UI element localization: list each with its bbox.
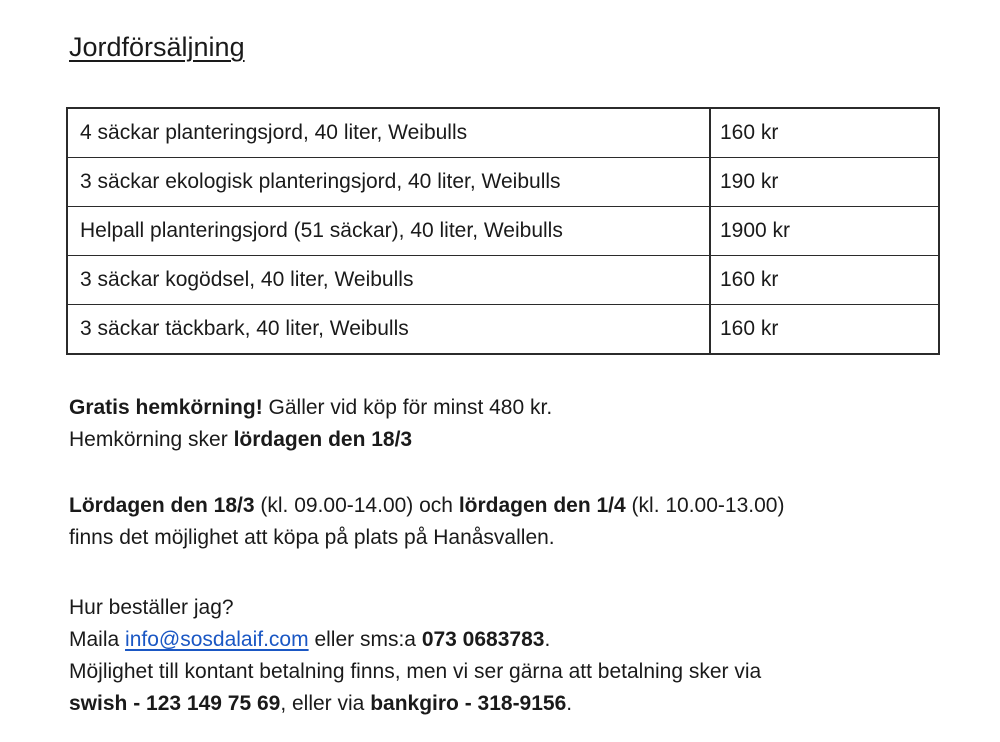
phone-suffix: . [544,628,551,651]
table-row [67,207,939,256]
table-row [67,108,939,158]
table-row [67,158,939,207]
delivery-info [69,392,552,456]
product-price: 160 kr [710,108,939,158]
onsite-location-line: finns det möjlighet att köpa på plats på Hanåsvallen. [69,526,555,549]
onsite-time-1: (kl. 09.00-14.00) och [254,494,459,517]
email-link[interactable]: info@sosdalaif.com [125,628,309,651]
product-name: 3 säckar täckbark, 40 liter, Weibulls [67,305,710,355]
onsite-dates-line [69,490,784,522]
delivery-date-line [69,424,552,456]
product-name: Helpall planteringsjord (51 säckar), 40 liter, Weibulls [67,207,710,256]
bankgiro-number: bankgiro - 318-9156 [370,692,567,715]
onsite-date-2: lördagen den 1/4 [458,494,626,517]
payment-line: Möjlighet till kontant betalning finns, men vi ser gärna att betalning sker via [69,660,762,683]
or-text: , eller via [280,692,371,715]
product-name: 3 säckar kogödsel, 40 liter, Weibulls [67,256,710,305]
delivery-date-text: Hemkörning sker [69,428,234,451]
swish-number: swish - 123 149 75 69 [69,692,281,715]
order-info [69,592,761,720]
free-delivery-line [69,392,552,424]
product-price: 160 kr [710,256,939,305]
table-row [67,256,939,305]
product-name: 4 säckar planteringsjord, 40 liter, Weibulls [67,108,710,158]
end-punctuation: . [566,692,573,715]
payment-methods-line [69,688,761,720]
product-price: 190 kr [710,158,939,207]
sms-text: eller sms:a [308,628,422,651]
product-price: 160 kr [710,305,939,355]
onsite-date-1: Lördagen den 18/3 [69,494,255,517]
contact-line [69,624,761,656]
product-name: 3 säckar ekologisk planteringsjord, 40 liter, Weibulls [67,158,710,207]
mail-prefix: Maila [69,628,126,651]
delivery-date: lördagen den 18/3 [233,428,413,451]
onsite-time-2: (kl. 10.00-13.00) [625,494,785,517]
phone-number: 073 0683783 [421,628,545,651]
table-row [67,305,939,355]
page-title: Jordförsäljning [69,32,245,62]
free-delivery-condition: Gäller vid köp för minst 480 kr. [262,396,553,419]
price-table [66,107,940,355]
order-question: Hur beställer jag? [69,596,234,619]
onsite-info [69,490,784,554]
free-delivery-heading: Gratis hemkörning! [69,396,263,419]
product-price: 1900 kr [710,207,939,256]
